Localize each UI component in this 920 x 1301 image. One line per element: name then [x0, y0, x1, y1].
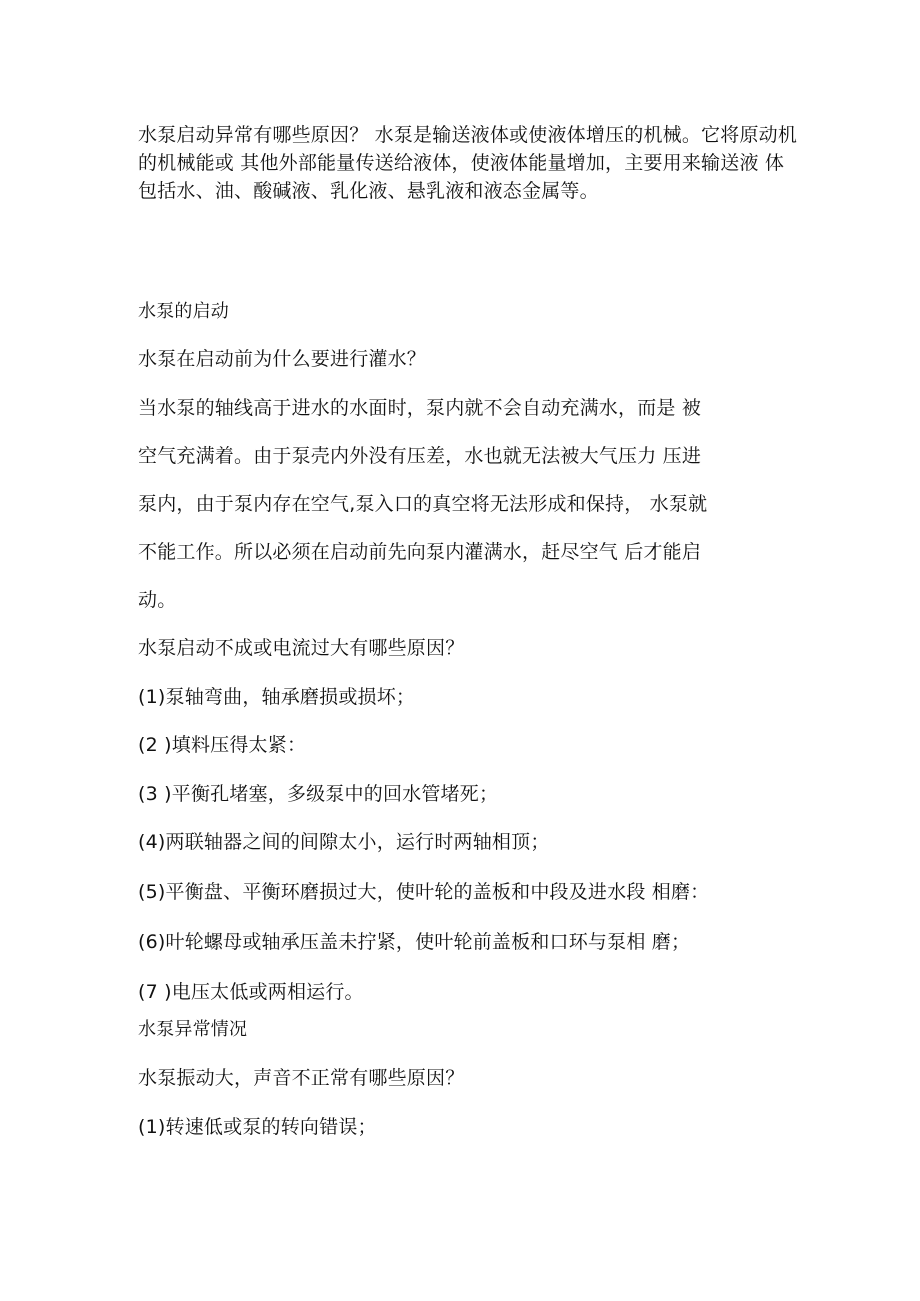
- list-item: (1)转速低或泵的转向错误；: [138, 1116, 377, 1138]
- answer-line: 动。: [138, 589, 177, 611]
- section-title-abnormal: 水泵异常情况: [138, 1019, 248, 1040]
- answer-line: 空气充满着。由于泵壳内外没有压差，水也就无法被大气压力 压进: [138, 445, 702, 467]
- intro-paragraph: 水泵启动异常有哪些原因？ 水泵是输送液体或使液体增压的机械。它将原动机的机械能或 其他外部能量传送给液体，使液体能量增加，主要用来输送液 体包括水、油、酸碱液、乳化液、悬乳液和液态金属等。: [138, 124, 798, 202]
- list-item: (1)泵轴弯曲，轴承磨损或损坏；: [138, 686, 416, 708]
- answer-line: 当水泵的轴线高于进水的水面时，泵内就不会自动充满水，而是 被: [138, 397, 702, 419]
- question-startup-failure: 水泵启动不成或电流过大有哪些原因？: [138, 637, 465, 659]
- question-priming: 水泵在启动前为什么要进行灌水？: [138, 348, 427, 370]
- list-item: (4)两联轴器之间的间隙太小，运行时两轴相顶；: [138, 831, 550, 853]
- answer-line: 不能工作。所以必须在启动前先向泵内灌满水，赶尽空气 后才能启: [138, 541, 702, 563]
- list-item: (3 )平衡孔堵塞，多级泵中的回水管堵死；: [138, 783, 499, 805]
- question-vibration: 水泵振动大，声音不正常有哪些原因？: [138, 1067, 465, 1089]
- answer-line: 泵内，由于泵内存在空气,泵入口的真空将无法形成和保持， 水泵就: [138, 493, 708, 515]
- section-title-startup: 水泵的启动: [138, 301, 229, 322]
- list-item: (6)叶轮螺母或轴承压盖未拧紧，使叶轮前盖板和口环与泵相 磨；: [138, 931, 691, 953]
- list-item: (5)平衡盘、平衡环磨损过大，使叶轮的盖板和中段及进水段 相磨：: [138, 881, 710, 903]
- list-item: (2 )填料压得太紧：: [138, 734, 307, 756]
- list-item: (7 )电压太低或两相运行。: [138, 981, 364, 1003]
